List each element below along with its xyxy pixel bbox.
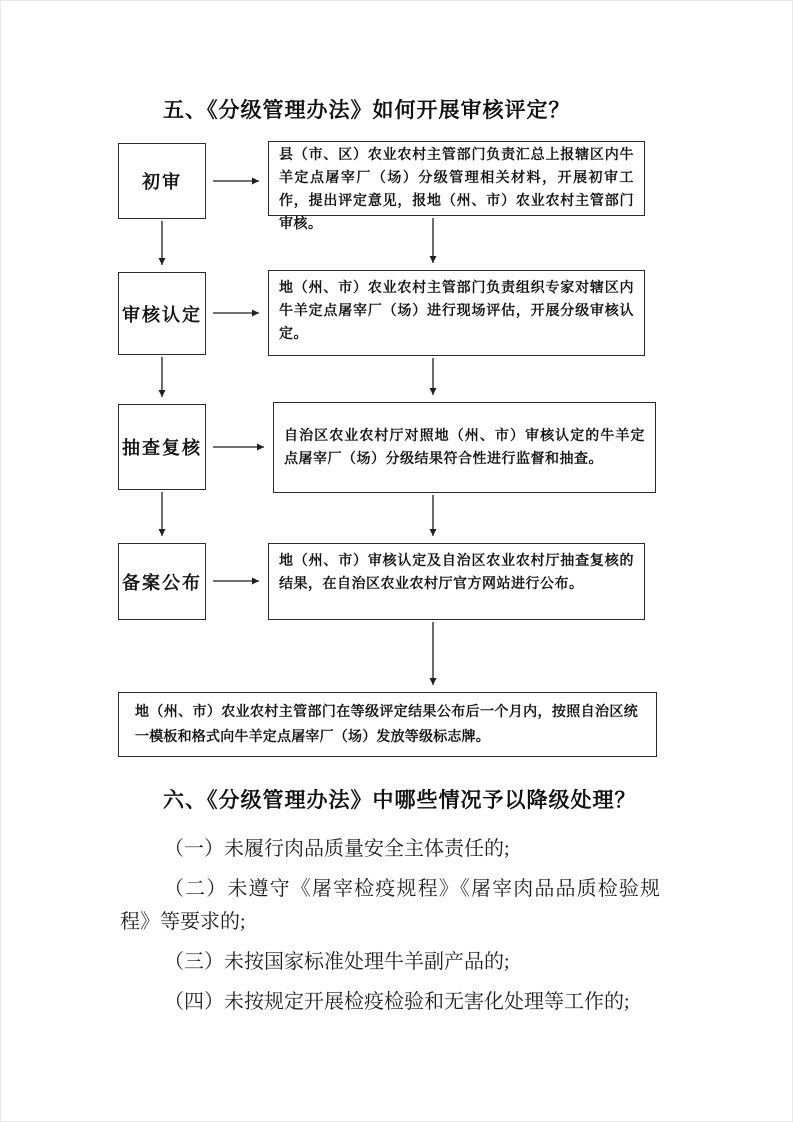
section5-heading: 五、《分级管理办法》如何开展审核评定？ <box>163 99 571 122</box>
downgrade-item-2: （二）未遵守《屠宰检疫规程》《屠宰肉品品质检验规程》等要求的; <box>120 878 660 933</box>
flow-step-box-3: 抽查复核 <box>118 404 206 490</box>
flow-step-box-1: 初审 <box>118 143 206 219</box>
flow-desc-box-1: 县（市、区）农业农村主管部门负责汇总上报辖区内牛羊定点屠宰厂（场）分级管理相关材料，开展初审工作，提出评定意见，报地（州、市）农业农村主管部门审核。 <box>268 141 645 216</box>
downgrade-item-3: （三）未按国家标准处理牛羊副产品的; <box>164 951 510 973</box>
flow-desc-box-3 <box>273 402 656 493</box>
downgrade-item-1: （一）未履行肉品质量安全主体责任的; <box>164 838 510 860</box>
section6-heading: 六、《分级管理办法》中哪些情况予以降级处理？ <box>163 789 637 812</box>
flow-desc-box-2: 地（州、市）农业农村主管部门负责组织专家对辖区内牛羊定点屠宰厂（场）进行现场评估，开展分级审核认定。 <box>268 270 645 356</box>
flow-desc-text-3: 自治区农业农村厅对照地（州、市）审核认定的牛羊定点屠宰厂（场）分级结果符合性进行监督和抽查。 <box>284 428 645 467</box>
flow-desc-box-4: 地（州、市）审核认定及自治区农业农村厅抽查复核的结果，在自治区农业农村厅官方网站进行公布。 <box>268 543 645 620</box>
downgrade-item-4: （四）未按规定开展检疫检验和无害化处理等工作的; <box>164 991 630 1013</box>
flow-final-box: 地（州、市）农业农村主管部门在等级评定结果公布后一个月内，按照自治区统一模板和格式向牛羊定点屠宰厂（场）发放等级标志牌。 <box>118 692 657 757</box>
flow-step-box-4: 备案公布 <box>118 543 206 620</box>
flow-step-box-2: 审核认定 <box>118 272 206 355</box>
downgrade-conditions-list <box>120 833 660 1026</box>
